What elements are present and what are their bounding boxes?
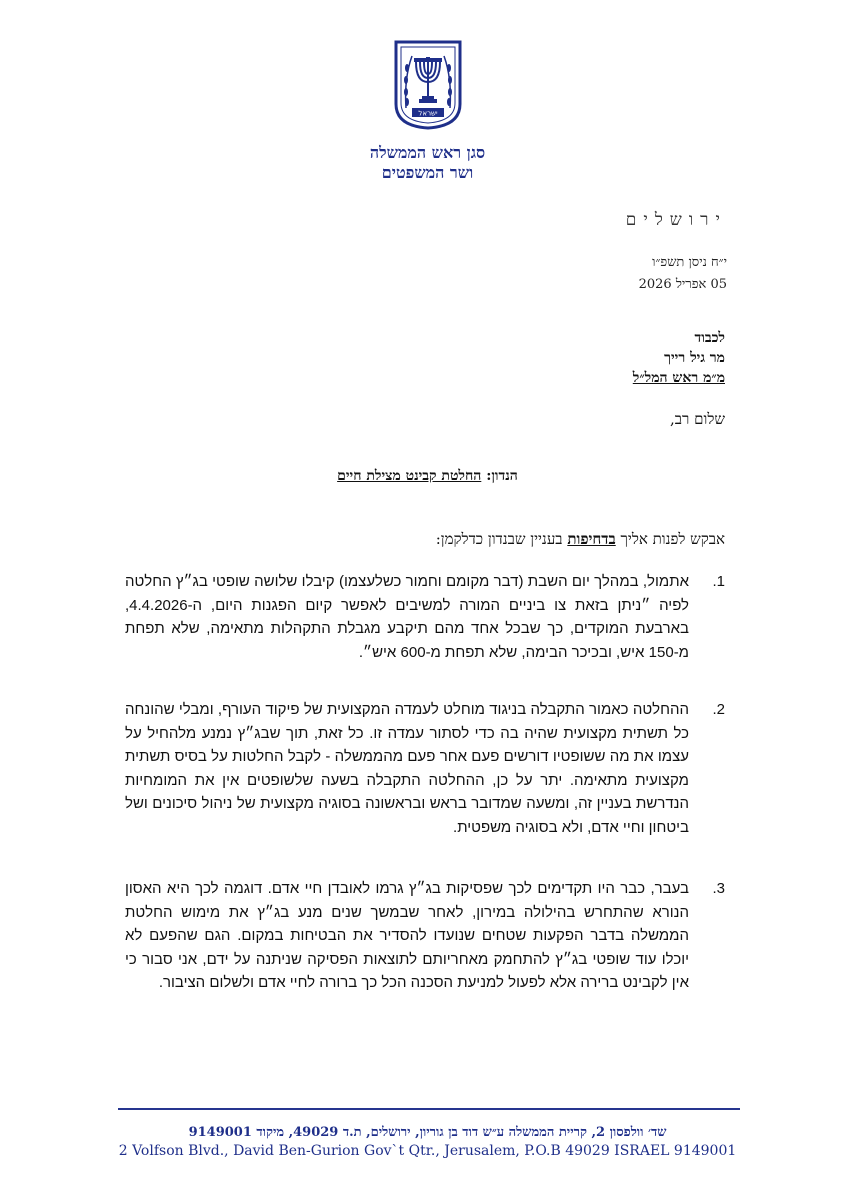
paragraph-number: 3.: [712, 880, 725, 897]
intro-before: אבקש לפנות אליך: [620, 530, 725, 548]
office-subtitle: ושר המשפטים: [381, 163, 474, 182]
paragraph-1: [125, 570, 725, 664]
subject-line: [0, 468, 855, 485]
paragraph-text: בעבר, כבר היו תקדימים לכך שפסיקות בג״ץ גרמו לאובדן חיי אדם. דוגמה לכך היא האסון הנורא שהתחרש בהילולה במירון, לאחר שבמשך שנים מנע בג״ץ את מימוש החלטת הממשלה בדבר הפקעות שטחים שנועדו להסדיר את הבטיחות במקום. הגם שהפעם לא יוכלו עוד שופטי בג״ץ להתחמק מאחריותם לתוצאות הפסיקה שניתנה על ידם, אני סבור כי אין לקבינט ברירה אלא לפעול למניעת הסכנה הכל כך ברורה לחיי אדם ולשלום הציבור.: [125, 880, 689, 991]
paragraph-text: ההחלטה כאמור התקבלה בניגוד מוחלט לעמדה המקצועית של פיקוד העורף, ומבלי שהונחה כל תשתית מקצועית שהיה בה כדי לסתור עמדה זו. כל זאת, תוך שבג״ץ נמנע מלהחיל על עצמו את מה ששופטיו דורשים פעם אחר פעם מהממשלה - לקבל החלטות על בסיס תשתית מקצועית מתאימה. יתר על כן, ההחלטה התקבלה בשעה שלשופטים אין את המומחיות הנדרשת בעניין זה, ומשעה שמדובר בראש ובראשונה בסוגיה מקצועית של ניהול סיכונים ושל ביטחון וחיי אדם, ולא בסוגיה משפטית.: [125, 701, 689, 836]
addressee-title: מ״מ ראש המל״ל: [632, 370, 725, 386]
addressee-name: מר גיל רייך: [664, 350, 725, 366]
footer-address-hebrew: שד׳ וולפסון 2, קריית הממשלה ע״ש דוד בן גוריון, ירושלים, ת.ד 49029, מיקוד 9149001: [188, 1125, 667, 1140]
gregorian-date: 05 אפריל 2026: [638, 277, 727, 292]
office-title: סגן ראש הממשלה: [369, 143, 486, 162]
greeting: שלום רב,: [670, 410, 725, 428]
emblem-label: ישראל: [418, 109, 438, 118]
intro-line: [436, 530, 725, 549]
intro-emphasis: בדחיפות: [567, 530, 616, 548]
city-name: ירושלים: [625, 210, 727, 230]
state-emblem-icon: [392, 38, 464, 130]
paragraph-3: [125, 877, 725, 995]
footer-address-english: 2 Volfson Blvd., David Ben-Gurion Gov`t Qtr., Jerusalem, P.O.B 49029 ISRAEL 9149001: [118, 1143, 737, 1159]
subject-label: הנדון:: [486, 468, 518, 484]
paragraph-2: [125, 698, 725, 839]
footer-divider: [118, 1108, 740, 1110]
paragraph-number: 2.: [712, 701, 725, 718]
paragraph-number: 1.: [712, 573, 725, 590]
paragraph-text: אתמול, במהלך יום השבת (דבר מקומם וחמור כשלעצמו) קיבלו שלושה שופטי בג״ץ החלטה לפיה ״ניתן בזאת צו ביניים המורה למשיבים לאפשר קיום הפגנות היום, ה-4.4.2026, בארבעת המוקדים, כך שבכל אחד מהם תיקבע מגבלת התקהלות מתאימה, שלא תפחת מ-150 איש, ובכיכר הבימה, שלא תפחת מ-600 איש״.: [125, 573, 689, 661]
subject-text: החלטת קבינט מצילת חיים: [337, 468, 482, 484]
addressee-honorific: לכבוד: [694, 330, 725, 346]
hebrew-date: י״ח ניסן תשפ״ו: [652, 255, 727, 270]
intro-after: בעניין שבנדון כדלקמן:: [435, 530, 563, 548]
